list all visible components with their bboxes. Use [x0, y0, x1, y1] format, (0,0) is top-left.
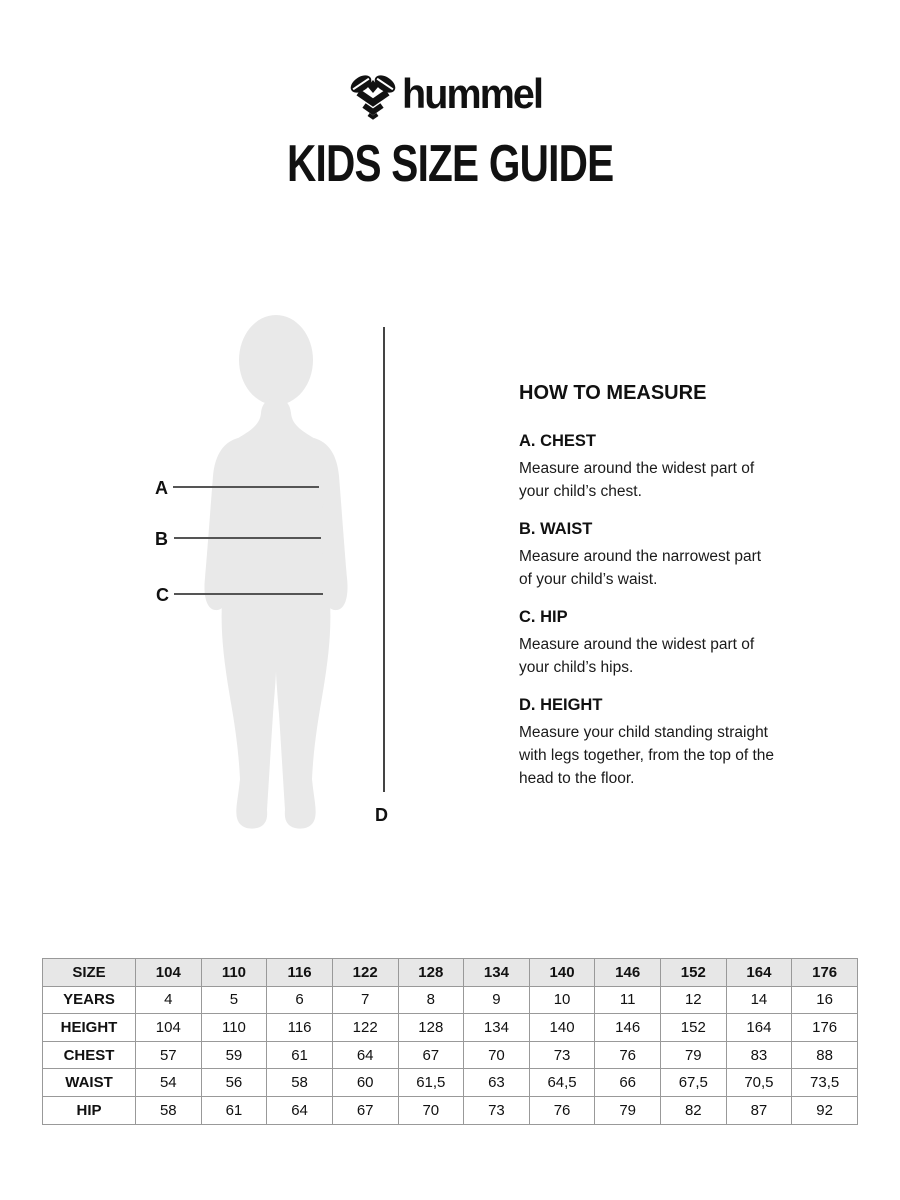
- size-table-cell: 152: [661, 1014, 727, 1042]
- size-table-header-cell: 104: [136, 959, 202, 987]
- how-to-measure-heading: HOW TO MEASURE: [519, 382, 707, 404]
- size-table-row: [43, 1096, 858, 1124]
- waist-measure-line: [174, 537, 321, 539]
- size-table: [42, 958, 858, 1125]
- size-table-cell: 73: [464, 1096, 530, 1124]
- measure-section-text: Measure your child standing straight with legs together, from the top of the head to the floor.: [519, 724, 775, 787]
- size-table-cell: 4: [136, 986, 202, 1014]
- size-table-cell: 9: [464, 986, 530, 1014]
- size-table-cell: 58: [136, 1096, 202, 1124]
- size-table-cell: 83: [726, 1041, 792, 1069]
- measure-section-text: Measure around the widest part of your child’s hips.: [519, 636, 755, 676]
- size-table-row-label: HIP: [43, 1096, 136, 1124]
- size-table-cell: 79: [661, 1041, 727, 1069]
- size-table-cell: 79: [595, 1096, 661, 1124]
- size-table-cell: 88: [792, 1041, 858, 1069]
- size-table-row: [43, 1069, 858, 1097]
- waist-line-label: B: [155, 529, 168, 549]
- size-table-header-cell: 146: [595, 959, 661, 987]
- hummel-bee-icon: [349, 72, 397, 120]
- size-table-cell: 58: [267, 1069, 333, 1097]
- size-table-cell: 67,5: [661, 1069, 727, 1097]
- size-table-cell: 92: [792, 1096, 858, 1124]
- size-table-header-cell: 164: [726, 959, 792, 987]
- size-table-row: [43, 1014, 858, 1042]
- size-table-cell: 122: [332, 1014, 398, 1042]
- size-table-header-cell: 140: [529, 959, 595, 987]
- size-table-cell: 11: [595, 986, 661, 1014]
- measure-section-text: Measure around the narrowest part of your child’s waist.: [519, 548, 762, 588]
- size-table-cell: 76: [529, 1096, 595, 1124]
- size-table-cell: 128: [398, 1014, 464, 1042]
- size-table-cell: 64: [267, 1096, 333, 1124]
- measure-section-title: D. HEIGHT: [519, 696, 603, 714]
- chest-line-label: A: [155, 478, 168, 498]
- size-table-cell: 76: [595, 1041, 661, 1069]
- measure-section-title: B. WAIST: [519, 520, 593, 538]
- measure-section-title: A. CHEST: [519, 432, 597, 450]
- height-line-label: D: [375, 805, 388, 825]
- how-to-measure-sections: [519, 432, 775, 790]
- size-table-header-cell: 134: [464, 959, 530, 987]
- size-table-cell: 140: [529, 1014, 595, 1042]
- size-table-row: [43, 1041, 858, 1069]
- size-table-header-row: [43, 959, 858, 987]
- size-table-cell: 176: [792, 1014, 858, 1042]
- size-table-cell: 61: [201, 1096, 267, 1124]
- size-table-cell: 8: [398, 986, 464, 1014]
- size-table-cell: 104: [136, 1014, 202, 1042]
- size-table-cell: 7: [332, 986, 398, 1014]
- size-table-header-cell: 110: [201, 959, 267, 987]
- hip-line-label: C: [156, 585, 169, 605]
- size-table-row-label: YEARS: [43, 986, 136, 1014]
- size-table-cell: 6: [267, 986, 333, 1014]
- size-table-cell: 82: [661, 1096, 727, 1124]
- size-table-cell: 61: [267, 1041, 333, 1069]
- page-title: KIDS SIZE GUIDE: [286, 135, 614, 193]
- brand-logo: [0, 72, 900, 120]
- size-table-cell: 12: [661, 986, 727, 1014]
- size-table-cell: 73,5: [792, 1069, 858, 1097]
- measure-section-title: C. HIP: [519, 608, 568, 626]
- size-table-cell: 60: [332, 1069, 398, 1097]
- measure-section-text: Measure around the widest part of your child’s chest.: [519, 460, 755, 500]
- size-table-header-cell: 128: [398, 959, 464, 987]
- size-table-cell: 67: [332, 1096, 398, 1124]
- size-table-header-label: SIZE: [43, 959, 136, 987]
- height-measure-line: [383, 327, 385, 792]
- size-table-row: [43, 986, 858, 1014]
- size-table-cell: 54: [136, 1069, 202, 1097]
- size-table-cell: 70: [398, 1096, 464, 1124]
- size-table-row-label: HEIGHT: [43, 1014, 136, 1042]
- size-table-cell: 70: [464, 1041, 530, 1069]
- size-table-header-cell: 116: [267, 959, 333, 987]
- size-table-cell: 59: [201, 1041, 267, 1069]
- size-table-cell: 146: [595, 1014, 661, 1042]
- hip-measure-line: [174, 593, 323, 595]
- size-table-cell: 14: [726, 986, 792, 1014]
- size-table-cell: 10: [529, 986, 595, 1014]
- chest-measure-line: [173, 486, 319, 488]
- child-silhouette: [202, 314, 350, 832]
- brand-wordmark: hummel: [401, 70, 543, 117]
- size-table-cell: 110: [201, 1014, 267, 1042]
- size-table-cell: 16: [792, 986, 858, 1014]
- size-table-cell: 73: [529, 1041, 595, 1069]
- size-table-cell: 67: [398, 1041, 464, 1069]
- size-table-cell: 64: [332, 1041, 398, 1069]
- size-table-header-cell: 122: [332, 959, 398, 987]
- size-table-header-cell: 152: [661, 959, 727, 987]
- measure-section: [519, 608, 775, 679]
- size-table-cell: 70,5: [726, 1069, 792, 1097]
- size-table-cell: 63: [464, 1069, 530, 1097]
- size-table-cell: 57: [136, 1041, 202, 1069]
- measure-section: [519, 520, 775, 591]
- size-table-row-label: WAIST: [43, 1069, 136, 1097]
- size-table-header-cell: 176: [792, 959, 858, 987]
- size-table-row-label: CHEST: [43, 1041, 136, 1069]
- measure-section: [519, 432, 775, 503]
- measure-section: [519, 696, 775, 790]
- size-table-cell: 116: [267, 1014, 333, 1042]
- size-table-cell: 87: [726, 1096, 792, 1124]
- size-table-cell: 56: [201, 1069, 267, 1097]
- size-table-cell: 66: [595, 1069, 661, 1097]
- size-table-cell: 61,5: [398, 1069, 464, 1097]
- size-table-cell: 64,5: [529, 1069, 595, 1097]
- size-table-cell: 134: [464, 1014, 530, 1042]
- how-to-measure-panel: [519, 382, 775, 807]
- size-table-cell: 164: [726, 1014, 792, 1042]
- size-table-cell: 5: [201, 986, 267, 1014]
